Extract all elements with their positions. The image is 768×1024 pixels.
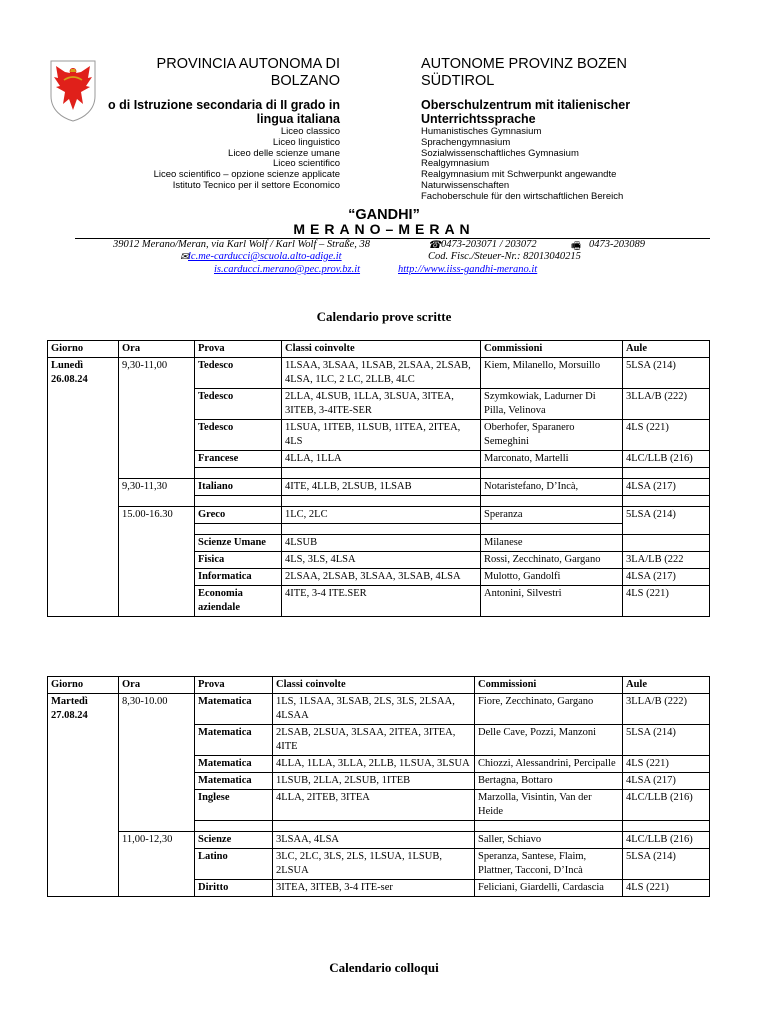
left-institute-name [60, 98, 340, 126]
oral-exams-title: Calendario colloqui [329, 960, 439, 975]
commission-cell: Marzolla, Visintin, Van der Heide [475, 790, 623, 821]
classes-cell: 4LLA, 2ITEB, 3ITEA [273, 790, 475, 821]
commission-cell: Speranza, Santese, Flaim, Plattner, Tacconi, D’Incà [475, 849, 623, 880]
table-row [48, 832, 710, 849]
col-ora: Ora [119, 677, 195, 694]
left-school-item: Liceo scientifico – opzione scienze applicate [153, 169, 340, 181]
time-cell: 11,00-12,30 [119, 832, 195, 897]
commission-cell: Mulotto, Gandolfi [481, 569, 623, 586]
room-cell: 4LSA (217) [623, 569, 710, 586]
classes-cell: 4LLA, 1LLA, 3LLA, 2LLB, 1LSUA, 3LSUA [273, 756, 475, 773]
left-school-item: Liceo scientifico [272, 158, 340, 170]
school-city: MERANO–MERAN [293, 221, 475, 237]
day-date: 26.08.24 [51, 374, 88, 385]
room-cell: 5LSA (214) [623, 725, 710, 756]
left-school-item: Liceo delle scienze umane [228, 147, 340, 159]
email-icon: ✉ [180, 252, 189, 263]
address: 39012 Merano/Meran, via Karl Wolf / Karl Wolf – Straße, 38 [113, 239, 371, 250]
fax-icon: 🖷 [571, 241, 581, 252]
commission-cell: Milanese [481, 535, 623, 552]
room-cell: 4LS (221) [623, 586, 710, 617]
subject-cell: Tedesco [195, 389, 282, 420]
right-title-line1: AUTONOME PROVINZ BOZEN [421, 56, 627, 72]
commission-cell: Szymkowiak, Ladurner Di Pilla, Velinova [481, 389, 623, 420]
day-cell [48, 694, 119, 897]
right-school-item: Sprachengymnasium [421, 136, 511, 148]
left-sub-line2: lingua italiana [256, 112, 340, 126]
right-sub-line2: Unterrichtssprache [421, 112, 536, 126]
subject-cell: Francese [195, 451, 282, 468]
commission-cell: Feliciani, Giardelli, Cardascia [475, 880, 623, 897]
table-row [48, 479, 710, 496]
right-school-item: Realgymnasium [421, 158, 490, 170]
written-exams-table-day2 [47, 676, 710, 897]
col-prova: Prova [195, 677, 273, 694]
subject-cell: Fisica [195, 552, 282, 569]
classes-cell: 1LSUA, 1ITEB, 1LSUB, 1ITEA, 2ITEA, 4LS [282, 420, 481, 451]
classes-cell: 1LS, 1LSAA, 3LSAB, 2LS, 3LS, 2LSAA, 4LSAA [273, 694, 475, 725]
subject-cell: Informatica [195, 569, 282, 586]
classes-cell: 4LS, 3LS, 4LSA [282, 552, 481, 569]
classes-cell: 2LSAA, 2LSAB, 3LSAA, 3LSAB, 4LSA [282, 569, 481, 586]
classes-cell: 3ITEA, 3ITEB, 3-4 ITE-ser [273, 880, 475, 897]
room-cell: 4LSA (217) [623, 479, 710, 496]
right-school-item: Fachoberschule für den wirtschaftlichen Bereich [421, 190, 624, 202]
left-title-line2: BOLZANO [270, 73, 340, 89]
school-name: “GANDHI” [348, 207, 420, 223]
right-school-list [421, 127, 721, 203]
right-school-item: Sozialwissenschaftliches Gymnasium [421, 147, 579, 159]
left-school-list [100, 127, 340, 192]
room-cell: 4LS (221) [623, 880, 710, 897]
left-authority-title [100, 56, 340, 90]
phone-number: 0473-203071 / 203072 [441, 239, 537, 250]
left-school-item: Liceo linguistico [272, 136, 340, 148]
commission-cell: Fiore, Zecchinato, Gargano [475, 694, 623, 725]
room-cell [623, 535, 710, 552]
col-classi: Classi coinvolte [273, 677, 475, 694]
classes-cell: 3LSAA, 4LSA [273, 832, 475, 849]
room-cell: 5LSA (214) [623, 507, 710, 535]
subject-cell: Latino [195, 849, 273, 880]
time-cell: 9,30-11,00 [119, 358, 195, 479]
left-title-line1: PROVINCIA AUTONOMA DI [156, 56, 340, 72]
left-school-item: Liceo classico [280, 126, 340, 137]
commission-cell: Chiozzi, Alessandrini, Percipalle [475, 756, 623, 773]
subject-cell: Greco [195, 507, 282, 524]
day-name: Martedì [51, 696, 88, 707]
col-commissioni: Commissioni [475, 677, 623, 694]
website-link[interactable]: http://www.iiss-gandhi-merano.it [398, 264, 538, 275]
subject-cell: Matematica [195, 756, 273, 773]
subject-cell: Tedesco [195, 420, 282, 451]
col-giorno: Giorno [48, 677, 119, 694]
day-cell [48, 358, 119, 617]
classes-cell: 4ITE, 4LLB, 2LSUB, 1LSAB [282, 479, 481, 496]
table-row [48, 507, 710, 524]
subject-cell: Matematica [195, 773, 273, 790]
day-date: 27.08.24 [51, 710, 88, 721]
phone-icon: ☎ [428, 240, 442, 251]
written-exams-table-day1 [47, 340, 710, 617]
right-institute-name [421, 98, 721, 126]
subject-cell: Scienze Umane [195, 535, 282, 552]
classes-cell: 1LSUB, 2LLA, 2LSUB, 1ITEB [273, 773, 475, 790]
right-school-item: Realgymnasium mit Schwerpunkt angewandte [421, 169, 617, 181]
classes-cell: 2LSAB, 2LSUA, 3LSAA, 2ITEA, 3ITEA, 4ITE [273, 725, 475, 756]
col-giorno: Giorno [48, 341, 119, 358]
room-cell: 4LSA (217) [623, 773, 710, 790]
room-cell: 5LSA (214) [623, 358, 710, 389]
classes-cell: 4LSUB [282, 535, 481, 552]
col-classi: Classi coinvolte [282, 341, 481, 358]
subject-cell: Diritto [195, 880, 273, 897]
right-sub-line1: Oberschulzentrum mit italienischer [421, 98, 631, 112]
classes-cell: 2LLA, 4LSUB, 1LLA, 3LSUA, 3ITEA, 3ITEB, 3-4ITE-SER [282, 389, 481, 420]
subject-cell: Inglese [195, 790, 273, 821]
right-title-line2: SÜDTIROL [421, 73, 495, 89]
table-header-row [48, 677, 710, 694]
table-row [48, 358, 710, 389]
time-cell: 15.00-16.30 [119, 507, 195, 617]
table-row [48, 694, 710, 725]
commission-cell: Oberhofer, Sparanero Semeghini [481, 420, 623, 451]
room-cell: 4LC/LLB (216) [623, 832, 710, 849]
room-cell: 4LC/LLB (216) [623, 790, 710, 821]
right-authority-title [421, 56, 721, 90]
col-ora: Ora [119, 341, 195, 358]
commission-cell: Saller, Schiavo [475, 832, 623, 849]
fax-number: 0473-203089 [589, 239, 645, 250]
commission-cell: Speranza [481, 507, 623, 524]
subject-cell: Tedesco [195, 358, 282, 389]
room-cell: 5LSA (214) [623, 849, 710, 880]
classes-cell: 1LC, 2LC [282, 507, 481, 524]
written-exams-title: Calendario prove scritte [316, 309, 452, 324]
commission-cell: Bertagna, Bottaro [475, 773, 623, 790]
commission-cell: Marconato, Martelli [481, 451, 623, 468]
right-school-item: Humanistisches Gymnasium [421, 126, 542, 137]
subject-cell: Scienze [195, 832, 273, 849]
room-cell: 4LS (221) [623, 420, 710, 451]
classes-cell: 3LC, 2LC, 3LS, 2LS, 1LSUA, 1LSUB, 2LSUA [273, 849, 475, 880]
pec-link[interactable]: is.carducci.merano@pec.prov.bz.it [214, 264, 361, 275]
email-link[interactable]: lc.me-carducci@scuola.alto-adige.it [188, 251, 342, 262]
room-cell: 3LA/LB (222 [623, 552, 710, 569]
subject-cell: Economia aziendale [195, 586, 282, 617]
right-school-item: Naturwissenschaften [421, 179, 510, 191]
classes-cell: 1LSAA, 3LSAA, 1LSAB, 2LSAA, 2LSAB, 4LSA, 1LC, 2 LC, 2LLB, 4LC [282, 358, 481, 389]
commission-cell: Kiem, Milanello, Morsuillo [481, 358, 623, 389]
col-aule: Aule [623, 677, 710, 694]
table-header-row [48, 341, 710, 358]
day-name: Lunedì [51, 360, 84, 371]
col-prova: Prova [195, 341, 282, 358]
classes-cell: 4ITE, 3-4 ITE.SER [282, 586, 481, 617]
subject-cell: Matematica [195, 725, 273, 756]
room-cell: 4LS (221) [623, 756, 710, 773]
commission-cell: Antonini, Silvestri [481, 586, 623, 617]
commission-cell: Notaristefano, D’Incà, [481, 479, 623, 496]
tax-code: Cod. Fisc./Steuer-Nr.: 82013040215 [428, 251, 581, 262]
subject-cell: Matematica [195, 694, 273, 725]
left-sub-line1: o di Istruzione secondaria di II grado in [108, 98, 340, 112]
commission-cell: Rossi, Zecchinato, Gargano [481, 552, 623, 569]
subject-cell: Italiano [195, 479, 282, 496]
room-cell: 3LLA/B (222) [623, 389, 710, 420]
col-commissioni: Commissioni [481, 341, 623, 358]
room-cell: 4LC/LLB (216) [623, 451, 710, 468]
left-school-item: Istituto Tecnico per il settore Economico [172, 179, 340, 191]
commission-cell: Delle Cave, Pozzi, Manzoni [475, 725, 623, 756]
time-cell: 8,30-10.00 [119, 694, 195, 832]
col-aule: Aule [623, 341, 710, 358]
time-cell: 9,30-11,30 [119, 479, 195, 507]
classes-cell: 4LLA, 1LLA [282, 451, 481, 468]
room-cell: 3LLA/B (222) [623, 694, 710, 725]
